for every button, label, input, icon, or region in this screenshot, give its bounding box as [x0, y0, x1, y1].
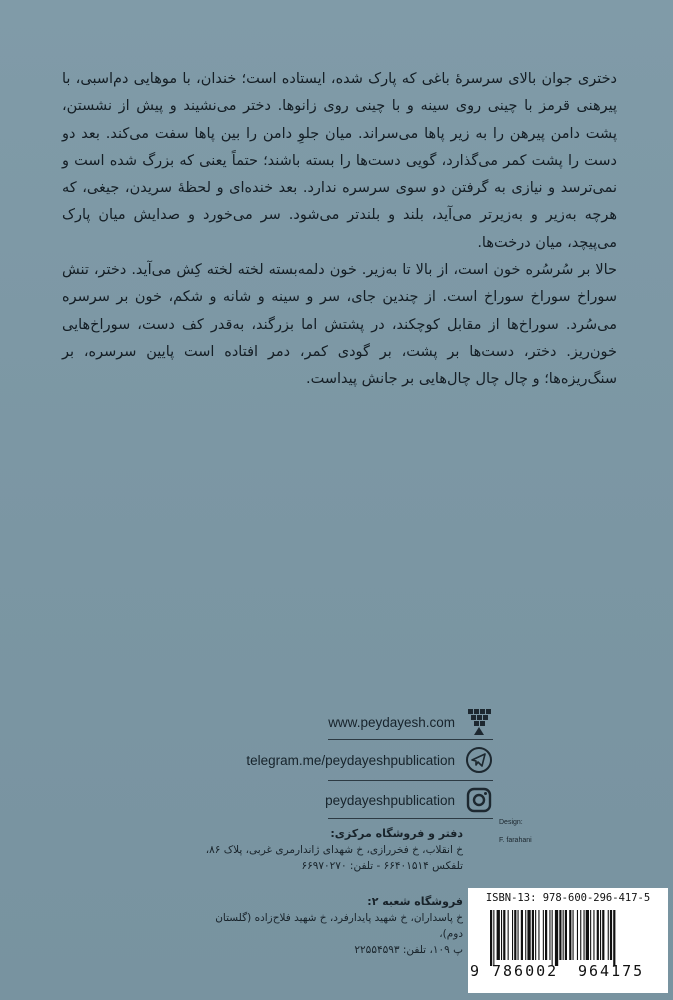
blurb-paragraph-2: حالا بر سُرسُره خون است، از بالا تا به‌زیر. خون دلمه‌بسته لخته لخته کِش می‌آید. دختر، تنش سوراخ سوراخ سوراخ است. از چندین جای، سر و سینه و شانه و شکم، خون بر سرسره می‌سُرد. سوراخ‌ها از مقابل کوچکند، در پشتش اما بزرگند، به‌قدر کف دست، سوراخ‌هایی خون‌ریز. دختر، دست‌ها بر پشت، بر گودی کمر، دمر افتاده است پایین سرسره، بر سنگ‌ریزه‌ها؛ و چال چال چال‌هایی بر جانش پیداست. [62, 262, 617, 388]
barcode-digits-right: 964175 [578, 962, 645, 980]
designer-label: Design: [499, 819, 523, 826]
divider [328, 818, 493, 819]
isbn-label: ISBN-13: 978-600-296-417-5 [485, 892, 651, 904]
website-link[interactable]: www.peydayesh.com [328, 714, 455, 730]
barcode-bar [559, 910, 561, 960]
central-office-address [203, 826, 463, 874]
barcode-bar [490, 910, 492, 966]
barcode-digits-left: 786002 [492, 962, 559, 980]
instagram-row [325, 783, 493, 817]
barcode-bar [527, 910, 530, 960]
barcode-bar [545, 910, 547, 960]
central-office-line-2: تلفکس ۶۶۴۰۱۵۱۴ - تلفن: ۶۶۹۷۰۲۷۰ [301, 860, 463, 872]
blurb-paragraph-1: دختری جوان بالای سرسرهٔ باغی که پارک شده، ایستاده است؛ خندان، با موهایی دم‌اسبی، با پیرهنی قرمز با چینی روی سینه و با چینی روی زانوها. دختر می‌نشیند و پیش از نشستن، پشت دامن پیرهن را به زیر پاها می‌سراند. میان جلوِ دامن را بین پاها سفت می‌کند. بعد دو دست را پشت کمر می‌گذارد، گویی دست‌ها را بسته باشند؛ حتماً یعنی که بزرگ شده است و نمی‌ترسد و نیازی به گرفتن دو سوی سرسره ندارد. بعد خنده‌ای و لحظهٔ سریدن، جیغی، که هرچه به‌زیر و به‌زیرتر می‌آید، بلند و بلندتر می‌شود. سر می‌خورد و صدایش میان پارک می‌پیچد، میان درخت‌ها. [62, 71, 617, 251]
telegram-icon [465, 746, 493, 774]
barcode-bar [569, 910, 571, 960]
publisher-logo-icon [465, 708, 493, 736]
barcode-bar [555, 910, 558, 966]
barcode-bar [501, 910, 502, 960]
barcode-bar [584, 910, 585, 960]
barcode-bar [503, 910, 505, 960]
central-office-line-1: خ انقلاب، خ فخررازی، خ شهدای ژاندارمری غربی، پلاک ۸۶، [205, 844, 463, 856]
barcode-bar [613, 910, 615, 966]
barcode-bar [508, 910, 509, 960]
branch-2-address [203, 894, 463, 958]
barcode-bar [532, 910, 534, 960]
barcode-bar [549, 910, 550, 960]
barcode-bar [602, 910, 604, 960]
barcode-bar [573, 910, 574, 960]
barcode-bar [597, 910, 599, 960]
barcode-bar [535, 910, 536, 960]
barcode-bar [493, 910, 494, 966]
branch-2-line-1: خ پاسداران، خ شهید پایدارفرد، خ شهید فلاح‌زاده (گلستان دوم)، [215, 912, 463, 940]
barcode-bar [563, 910, 564, 960]
barcode-bar [518, 910, 519, 960]
central-office-heading: دفتر و فروشگاه مرکزی: [330, 827, 463, 840]
designer-name: F. farahani [499, 837, 532, 844]
barcode-bar [514, 910, 516, 960]
telegram-link[interactable]: telegram.me/peydayeshpublication [246, 752, 455, 768]
telegram-row [246, 743, 493, 777]
branch-2-line-2: پ ۱۰۹، تلفن: ۲۲۵۵۴۵۹۳ [354, 944, 463, 956]
barcode-bar [593, 910, 594, 960]
barcode-bar [525, 910, 526, 960]
designer-credit [499, 818, 532, 846]
divider [328, 739, 493, 740]
instagram-link[interactable]: peydayeshpublication [325, 792, 455, 808]
barcode-bar [586, 910, 589, 960]
blurb-text [62, 66, 617, 394]
barcode-bar [577, 910, 578, 960]
barcode-bar [521, 910, 523, 960]
barcode-bar [608, 910, 609, 960]
barcode-bars [478, 910, 660, 966]
isbn-barcode [468, 888, 668, 993]
website-row [328, 705, 493, 739]
barcode-digit-first: 9 [470, 962, 480, 980]
barcode-bar [552, 910, 553, 966]
barcode-bar [610, 910, 612, 960]
barcode-bar [580, 910, 581, 960]
barcode-bar [497, 910, 500, 960]
barcode-bar [543, 910, 544, 960]
barcode-bar [565, 910, 567, 960]
barcode-bar [590, 910, 591, 960]
divider [328, 780, 493, 781]
instagram-icon [465, 786, 493, 814]
barcode-bar [512, 910, 513, 960]
barcode-bar [538, 910, 539, 960]
barcode-bar [600, 910, 601, 960]
branch-2-heading: فروشگاه شعبه ۲: [367, 895, 463, 908]
